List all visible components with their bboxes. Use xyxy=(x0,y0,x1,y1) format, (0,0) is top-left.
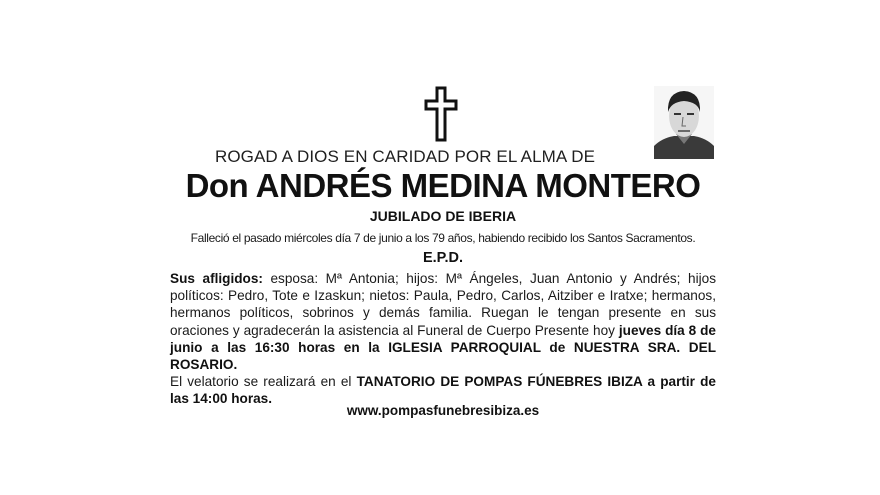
wake-intro: El velatorio se realizará en el xyxy=(170,374,357,390)
funeral-home-website: www.pompasfunebresibiza.es xyxy=(346,403,540,418)
deceased-portrait-photo xyxy=(654,86,714,159)
portrait-photo-icon xyxy=(654,86,714,159)
mourners-list: esposa: Mª Antonia; hijos: Mª Ángeles, Juan Antonio y Andrés; hijos políticos: Pedro, Tote e Izaskun; nietos: Paula, Pedro, Carlos, Aitziber e Iratxe; hermanos, hermanos políticos, sobrinos y demás familia. Ruegan le tengan presente en sus oraciones y agradecerán la asistencia al Funeral de Cuerpo Presente hoy xyxy=(170,271,716,338)
mourners-paragraph xyxy=(170,270,716,408)
wake-details: TANATORIO DE POMPAS FÚNEBRES IBIZA a partir de las 14:00 horas. xyxy=(170,374,716,407)
mourners-label: Sus afligidos: xyxy=(170,271,263,286)
epd-abbreviation: E.P.D. xyxy=(422,250,464,266)
death-statement: Falleció el pasado miércoles día 7 de junio a los 79 años, habiendo recibido los Santos Sacramentos. xyxy=(190,231,696,245)
funeral-details: jueves día 8 de junio a las 16:30 horas en la IGLESIA PARROQUIAL de NUESTRA SRA. DEL ROSARIO. xyxy=(170,322,716,373)
deceased-name: Don ANDRÉS MEDINA MONTERO xyxy=(185,167,701,204)
prayer-heading: ROGAD A DIOS EN CARIDAD POR EL ALMA DE xyxy=(214,147,596,166)
cross-icon xyxy=(424,86,458,142)
occupation: JUBILADO DE IBERIA xyxy=(369,208,517,224)
